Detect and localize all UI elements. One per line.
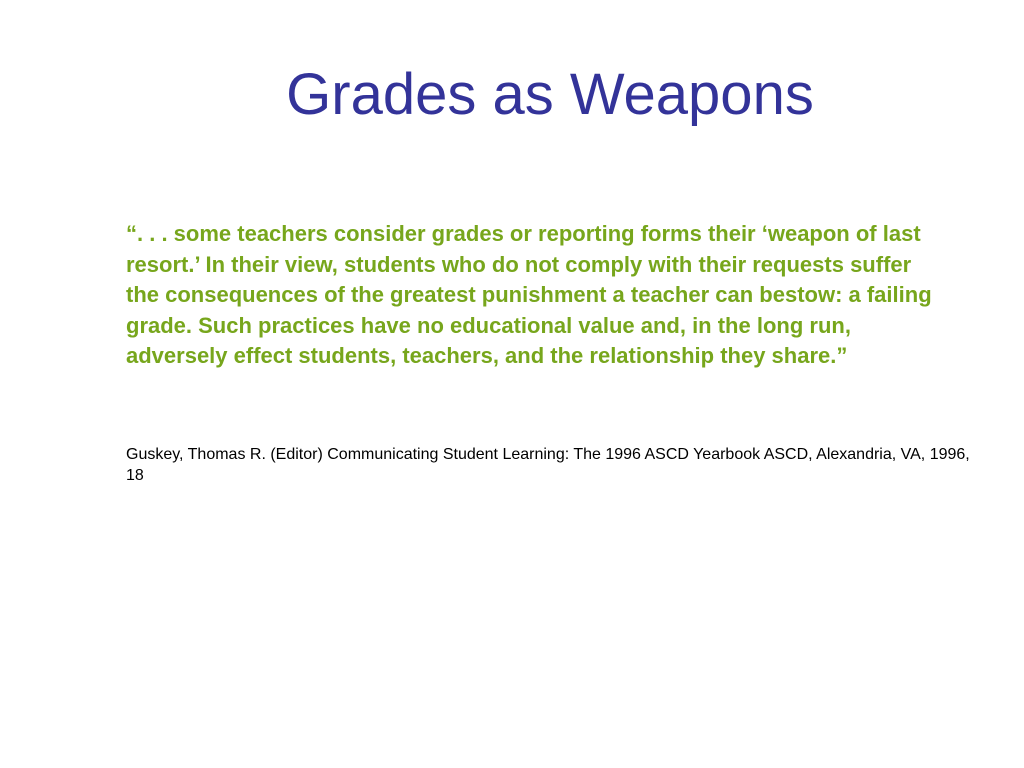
quote-text: “. . . some teachers consider grades or reporting forms their ‘weapon of last resort.’ In their view, students who do not comply with their requests suffer the consequences of the greatest punishment a teacher can bestow: a failing grade. Such practices have no educational value and, in the long run, adversely effect students, teachers, and the relationship they share.”: [126, 221, 932, 368]
slide-title: Grades as Weapons: [286, 62, 814, 127]
citation-text: Guskey, Thomas R. (Editor) Communicating Student Learning: The 1996 ASCD Yearbook ASCD, Alexandria, VA, 1996, 18: [126, 446, 970, 484]
